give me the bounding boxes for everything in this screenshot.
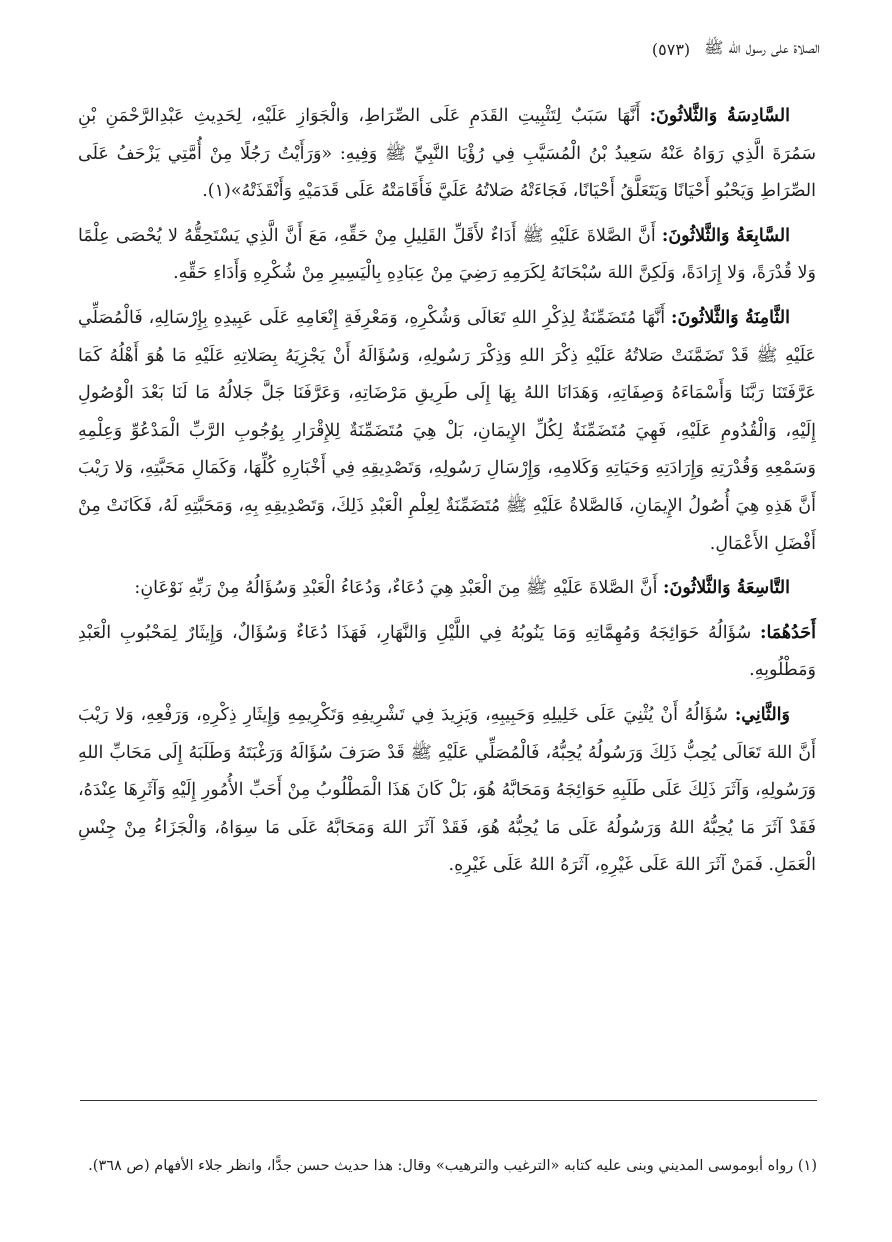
paragraph-label: التَّاسِعَةُ وَالثَّلاثُونَ: [663, 578, 790, 599]
page-header [70, 34, 820, 64]
footnote-divider [80, 1100, 817, 1101]
paragraph-text: سُؤَالُهُ حَوَائِجَهُ وَمُهِمَّاتِهِ وَمَا يَنُوبُهُ فِي اللَّيْلِ وَالنَّهَارِ، فَهَذَا دُعَاءٌ وَسُؤَالٌ، وَإِيثَارٌ لِمَحْبُوبِ الْعَبْدِ وَمَطْلُوبِهِ. [78, 622, 816, 681]
paragraph-text: أَنَّ الصَّلاةَ عَلَيْهِ ﷺ مِنَ الْعَبْدِ هِيَ دُعَاءٌ، وَدُعَاءُ الْعَبْدِ وَسُؤَالُهُ مِنْ رَبِّهِ نَوْعَانِ: [134, 578, 664, 599]
running-title: الصلاة على رسول الله ﷺ [704, 37, 820, 57]
paragraph-label: وَالثَّانِي: [734, 704, 790, 725]
paragraph-text: أَنَّ الصَّلاةَ عَلَيْهِ ﷺ أَدَاءٌ لأَقَلِّ القَلِيلِ مِنْ حَقِّهِ، مَعَ أَنَّ الَّذِي يَسْتَحِقُّهُ لا يُحْصَى عِلْمًا وَلا قُدْرَةً، وَلا إِرَادَةً، وَلَكِنَّ اللهَ سُبْحَانَهُ لِكَرَمِهِ رَضِيَ مِنْ عِبَادِهِ بِالْيَسِيرِ مِنْ شُكْرِهِ وَأَدَاءِ حَقِّهِ. [78, 225, 816, 284]
paragraph-label: أَحَدُهُمَا: [759, 622, 816, 643]
paragraph-label: الثَّامِنَةُ وَالثَّلاثُونَ: [671, 307, 790, 328]
page-number: (٥٧٣) [651, 39, 691, 59]
paragraph-37 [78, 218, 816, 293]
paragraph-first-kind [78, 615, 816, 690]
main-text [78, 98, 816, 892]
paragraph-text: أَنَّهَا مُتَضَمِّنَةٌ لِذِكْرِ اللهِ تَعَالَى وَشُكْرِهِ، وَمَعْرِفَةِ إِنْعَامِهِ عَلَى عَبِيدِهِ بِإِرْسَالِهِ، فَالْمُصَلِّي عَلَيْهِ ﷺ قَدْ تَضَمَّنَتْ صَلاتُهُ عَلَيْهِ ذِكْرَ اللهِ وَذِكْرَ رَسُولِهِ، وَسُؤَالَهُ أَنْ يَجْزِيَهُ بِصَلاتِهِ عَلَيْهِ مَا هُوَ أَهْلُهُ كَمَا عَرَّفَتَنَا رَبَّنَا وَأَسْمَاءَهُ وَصِفَاتِهِ، وَهَدَانَا اللهُ بِهَا إِلَى طَرِيقِ مَرْضَاتِهِ، وَعَرَّفَنَا جَلَّ جَلالُهُ مَا لَنَا بَعْدَ الْوُصُولِ إِلَيْهِ، وَالْقُدُومِ عَلَيْهِ، فَهِيَ مُتَضَمِّنَةٌ لِكُلِّ الإِيمَانِ، بَلْ هِيَ مُتَضَمِّنَةٌ لِلإِقْرَارِ بِوُجُوبِ الرَّبِّ الْمَدْعُوِّ وَعِلْمِهِ وَسَمْعِهِ وَقُدْرَتِهِ وَإِرَادَتِهِ وَحَيَاتِهِ وَكَلامِهِ، وَإِرْسَالِ رَسُولِهِ، وَتَصْدِيقِهِ فِي أَخْبَارِهِ كُلِّهَا، وَكَمَالِ مَحَبَّتِهِ، وَلا رَيْبَ أَنَّ هَذِهِ هِيَ أُصُولُ الإِيمَانِ، فَالصَّلاةُ عَلَيْهِ ﷺ مُتَضَمِّنَةٌ لِعِلْمِ الْعَبْدِ ذَلِكَ، وَتَصْدِيقِهِ بِهِ، وَمَحَبَّتِهِ لَهُ، فَكَانَتْ مِنْ أَفْضَلِ الأَعْمَالِ. [78, 307, 816, 554]
paragraph-38 [78, 300, 816, 563]
paragraph-text: أَنَّهَا سَبَبٌ لِتَثْبِيتِ القَدَمِ عَلَى الصِّرَاطِ، وَالْجَوَازِ عَلَيْهِ، لِحَدِيثِ عَبْدِالرَّحْمَنِ بْنِ سَمُرَةَ الَّذِي رَوَاهُ عَنْهُ سَعِيدُ بْنُ الْمُسَيَّبِ فِي رُؤْيَا النَّبِيِّ ﷺ وَفِيهِ: «وَرَأَيْتُ رَجُلًا مِنْ أُمَّتِي يَزْحَفُ عَلَى الصِّرَاطِ وَيَحْبُو أَحْيَانًا وَيَتَعَلَّقُ أَحْيَانًا، فَجَاءَتْهُ صَلاتُهُ عَلَيَّ فَأَقَامَتْهُ عَلَى قَدَمَيْهِ وَأَنْقَذَتْهُ»(١). [78, 106, 816, 202]
paragraph-text: سُؤَالُهُ أَنْ يُثْنِيَ عَلَى خَلِيلِهِ وَحَبِيبِهِ، وَيَزِيدَ فِي تَشْرِيفِهِ وَتَكْرِيمِهِ وَإِيثَارِ ذِكْرِهِ، وَرَفْعِهِ، وَلا رَيْبَ أَنَّ اللهَ تَعَالَى يُحِبُّ ذَلِكَ وَرَسُولُهُ يُحِبُّهُ، فَالْمُصَلِّي عَلَيْهِ ﷺ قَدْ صَرَفَ سُؤَالَهُ وَرَغْبَتَهُ وَطَلَبَهُ إِلَى مَحَابِّ اللهِ وَرَسُولِهِ، وَآثَرَ ذَلِكَ عَلَى طَلَبِهِ حَوَائِجَهُ وَمَحَابَّهُ هُوَ، بَلْ كَانَ هَذَا الْمَطْلُوبُ مِنْ أَحَبِّ الأُمُورِ إِلَيْهِ وَآثَرِهَا عِنْدَهُ، فَقَدْ آثَرَ مَا يُحِبُّهُ اللهُ وَرَسُولُهُ عَلَى مَا يُحِبُّهُ هُوَ، فَقَدْ آثَرَ اللهَ وَمَحَابَّهُ عَلَى مَا سِوَاهُ، وَالْجَزَاءُ مِنْ جِنْسِ الْعَمَلِ. فَمَنْ آثَرَ اللهَ عَلَى غَيْرِهِ، آثَرَهُ اللهُ عَلَى غَيْرِهِ. [78, 704, 816, 876]
footnote: (١) رواه أبوموسى المديني وبنى عليه كتابه «الترغيب والترهيب» وقال: هذا حديث حسن جدًّا، وانظر جلاء الأفهام (ص ٣٦٨). [88, 1158, 817, 1174]
paragraph-39 [78, 570, 816, 608]
paragraph-second-kind [78, 697, 816, 885]
paragraph-label: السَّادِسَةُ وَالثَّلاثُونَ: [649, 106, 790, 126]
paragraph-36 [78, 98, 816, 211]
paragraph-label: السَّابِعَةُ وَالثَّلاثُونَ: [661, 225, 790, 246]
